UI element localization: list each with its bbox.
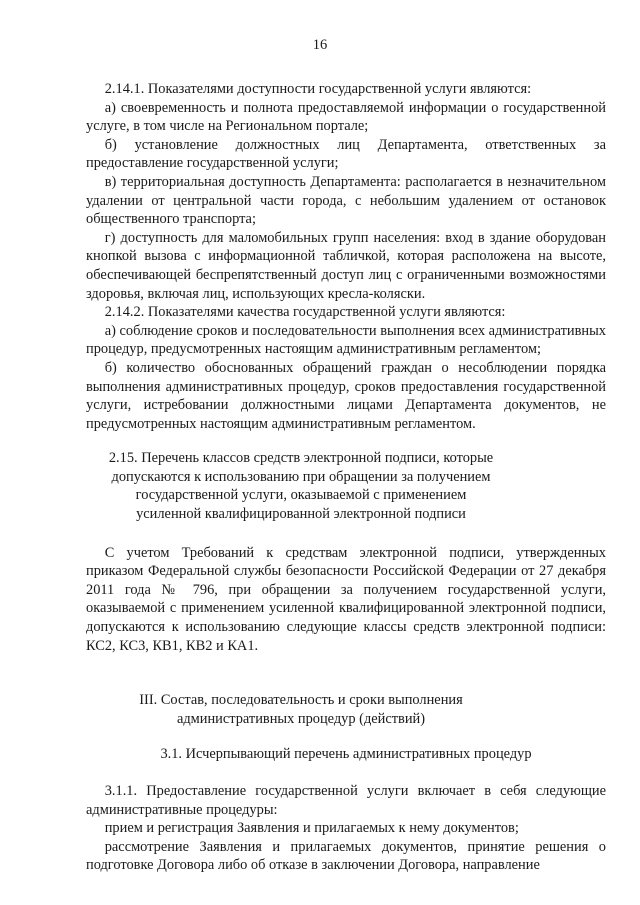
paragraph-2-14-1: 2.14.1. Показателями доступности государственной услуги являются: [104,81,532,97]
document-body [86,80,606,875]
section-heading-iii [86,691,516,728]
paragraph-2-14-1-v: в) территориальная доступность Департамента: располагается в незначительном удалении от центральной части города, с небольшим удалением от остановок общественного транспорта; [86,173,606,228]
heading-line: III. Состав, последовательность и сроки выполнения [139,692,463,709]
paragraph-2-14-1-a: а) своевременность и полнота предоставляемой информации о государственной услуге, в том числе на Региональном портале; [86,99,606,135]
paragraph-3-1-1-item-2: рассмотрение Заявления и прилагаемых документов, принятие решения о подготовке Договора либо об отказе в заключении Договора, направление [86,838,606,874]
section-heading-3-1: 3.1. Исчерпывающий перечень административных процедур [160,746,532,763]
paragraph-2-14-2: 2.14.2. Показателями качества государственной услуги являются: [104,304,506,321]
paragraph-3-1-1: 3.1.1. Предоставление государственной услуги включает в себя следующие административные процедуры: [86,783,606,818]
page-number: 16 [312,37,328,53]
paragraph-2-15-body: С учетом Требований к средствам электронной подписи, утвержденных приказом Федеральной службы безопасности Российской Федерации от 27 декабря 2011 года № 796, при обращении за получением государственной услуги, оказываемой с применением усиленной квалифицированной электронной подписи, допускаются к использованию следующие классы средств электронной подписи: КС2, КС3, КВ1, КВ2 и КА1. [86,544,606,654]
heading-line: усиленной квалифицированной электронной подписи [136,506,466,523]
paragraph-3-1-1-item-1: прием и регистрация Заявления и прилагаемых к нему документов; [104,820,519,837]
heading-line: государственной услуги, оказываемой с применением [135,487,467,504]
heading-line: 2.15. Перечень классов средств электронной подписи, которые [108,450,494,467]
paragraph-2-14-2-a: а) соблюдение сроков и последовательности выполнения всех административных процедур, предусмотренных настоящим административным регламентом; [86,322,606,358]
paragraph-2-14-2-b: б) количество обоснованных обращений граждан о несоблюдении порядка выполнения административных процедур, сроков предоставления государственной услуги, истребовании должностными лицами Департамента документов, не предусмотренных настоящим административным регламентом. [86,359,606,432]
paragraph-2-14-1-g: г) доступность для маломобильных групп населения: вход в здание оборудован кнопкой вызова с информационной табличкой, которая расположена на высоте, обеспечивающей беспрепятственный доступ лиц с ограниченными возможностями здоровья, включая лиц, использующих кресла-коляски. [86,229,606,302]
heading-line: допускаются к использованию при обращении за получением [111,468,491,485]
section-heading-2-15 [86,449,516,523]
paragraph-2-14-1-b: б) установление должностных лиц Департамента, ответственных за предоставление государственной услуги; [86,136,606,172]
heading-line: административных процедур (действий) [176,710,426,727]
